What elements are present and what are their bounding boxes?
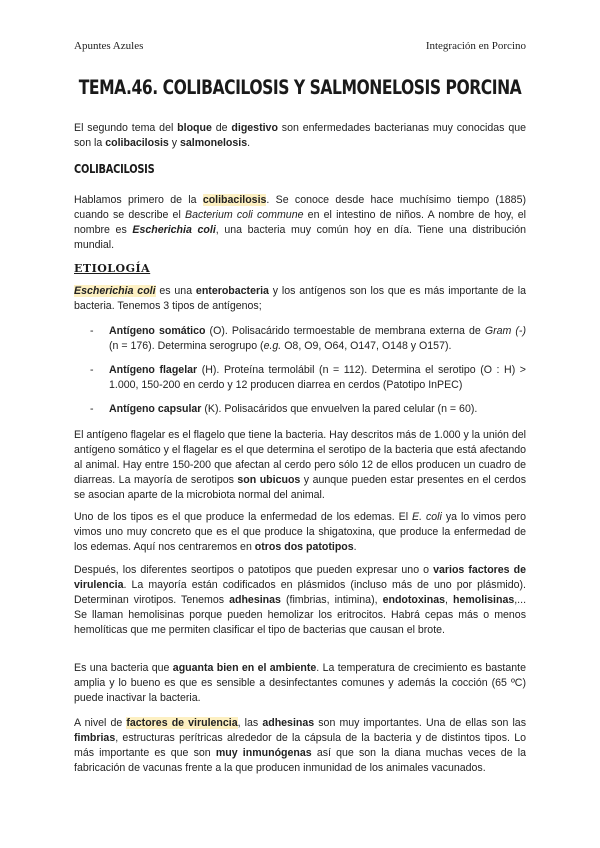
list-item: - Antígeno somático (O). Polisacárido termoestable de membrana externa de Gram (-) (n = 176). Determina serogrupo (e.g. O8, O9, O64, O147, O148 y O157). <box>90 325 526 352</box>
list-item: - Antígeno flagelar (H). Proteína termolábil (n = 112). Determina el serotipo (O : H) > 1.000, 150-200 en cerdo y 12 producen diarrea en cerdos (Patotipo InPEC) <box>90 364 526 391</box>
paragraph-virulencia: Después, los diferentes seortipos o patotipos que pueden expresar uno o varios factores de virulencia. La mayoría están codificados en plásmidos (incluso más de uno por plásmido). Determinan virotipos. Tenemos adhesinas (fimbrias, intimina), endotoxinas, hemolisinas,... Se llaman hemolisinas porque pueden hemolizar los eritrocitos. Habrá cepas más o menos hemolíticas que me permiten clasificar el tipo de bacterias que causan el brote. <box>74 564 527 636</box>
paragraph-edemas: Uno de los tipos es el que produce la enfermedad de los edemas. El E. coli ya lo vimos pero vimos uno muy concreto que es el que produce la shigatoxina, que produce la enfermedad de los edemas. Aquí nos centraremos en otros dos patotipos. <box>74 511 526 553</box>
header-left: Apuntes Azules <box>74 40 144 52</box>
subheading-etiologia: ETIOLOGÍA <box>74 262 151 275</box>
antigen-list <box>74 324 526 417</box>
paragraph-adhesinas: A nivel de factores de virulencia, las adhesinas son muy importantes. Una de ellas son las fimbrias, estructuras perítricas alrededor de la cápsula de la bacteria y de distintos tipos. Lo más importante es que son muy inmunógenas así que son la diana muchas veces de la fabricación de vacunas frente a la que producen inmunidad de los animales vacunados. <box>74 717 526 774</box>
paragraph-flagelar: El antígeno flagelar es el flagelo que tiene la bacteria. Hay descritos más de 1.000 y la unión del antígeno somático y el flagelar es el que determina el serotipo de la bacteria que está afectando al animal. Hay entre 150-200 que afectan al cerdo pero sólo 12 de ellos producen un cuadro de diarreas. La mayoría de serotipos son ubicuos y aunque pueden estar presentes en el cerdos se asocian aparte de la microbiota normal del animal. <box>74 429 526 501</box>
paragraph-etiologia: Escherichia coli es una enterobacteria y los antígenos son los que es más importante de la bacteria. Tenemos 3 tipos de antígenos; <box>74 285 526 312</box>
paragraph-ambiente: Es una bacteria que aguanta bien en el ambiente. La temperatura de crecimiento es bastante amplia y lo bueno es que es sensible a desinfectantes comunes y además la cocción (65 ºC) puede inactivar la bacteria. <box>74 662 526 704</box>
paragraph-colibacilosis: Hablamos primero de la colibacilosis. Se conoce desde hace muchísimo tiempo (1885) cuando se describe el Bacterium coli commune en el intestino de niños. A nombre de hoy, el nombre es Escherichia coli, una bacteria muy común hoy en día. Tiene una distribución mundial. <box>74 194 526 251</box>
intro-paragraph: El segundo tema del bloque de digestivo son enfermedades bacterianas muy conocidas que son la colibacilosis y salmonelosis. <box>74 122 527 149</box>
header-right: Integración en Porcino <box>425 40 526 52</box>
page-title: TEMA.46. COLIBACILOSIS Y SALMONELOSIS PORCINA <box>78 76 522 99</box>
section-heading: COLIBACILOSIS <box>74 162 155 176</box>
list-item: - Antígeno capsular (K). Polisacáridos que envuelven la pared celular (n = 60). <box>90 403 478 415</box>
